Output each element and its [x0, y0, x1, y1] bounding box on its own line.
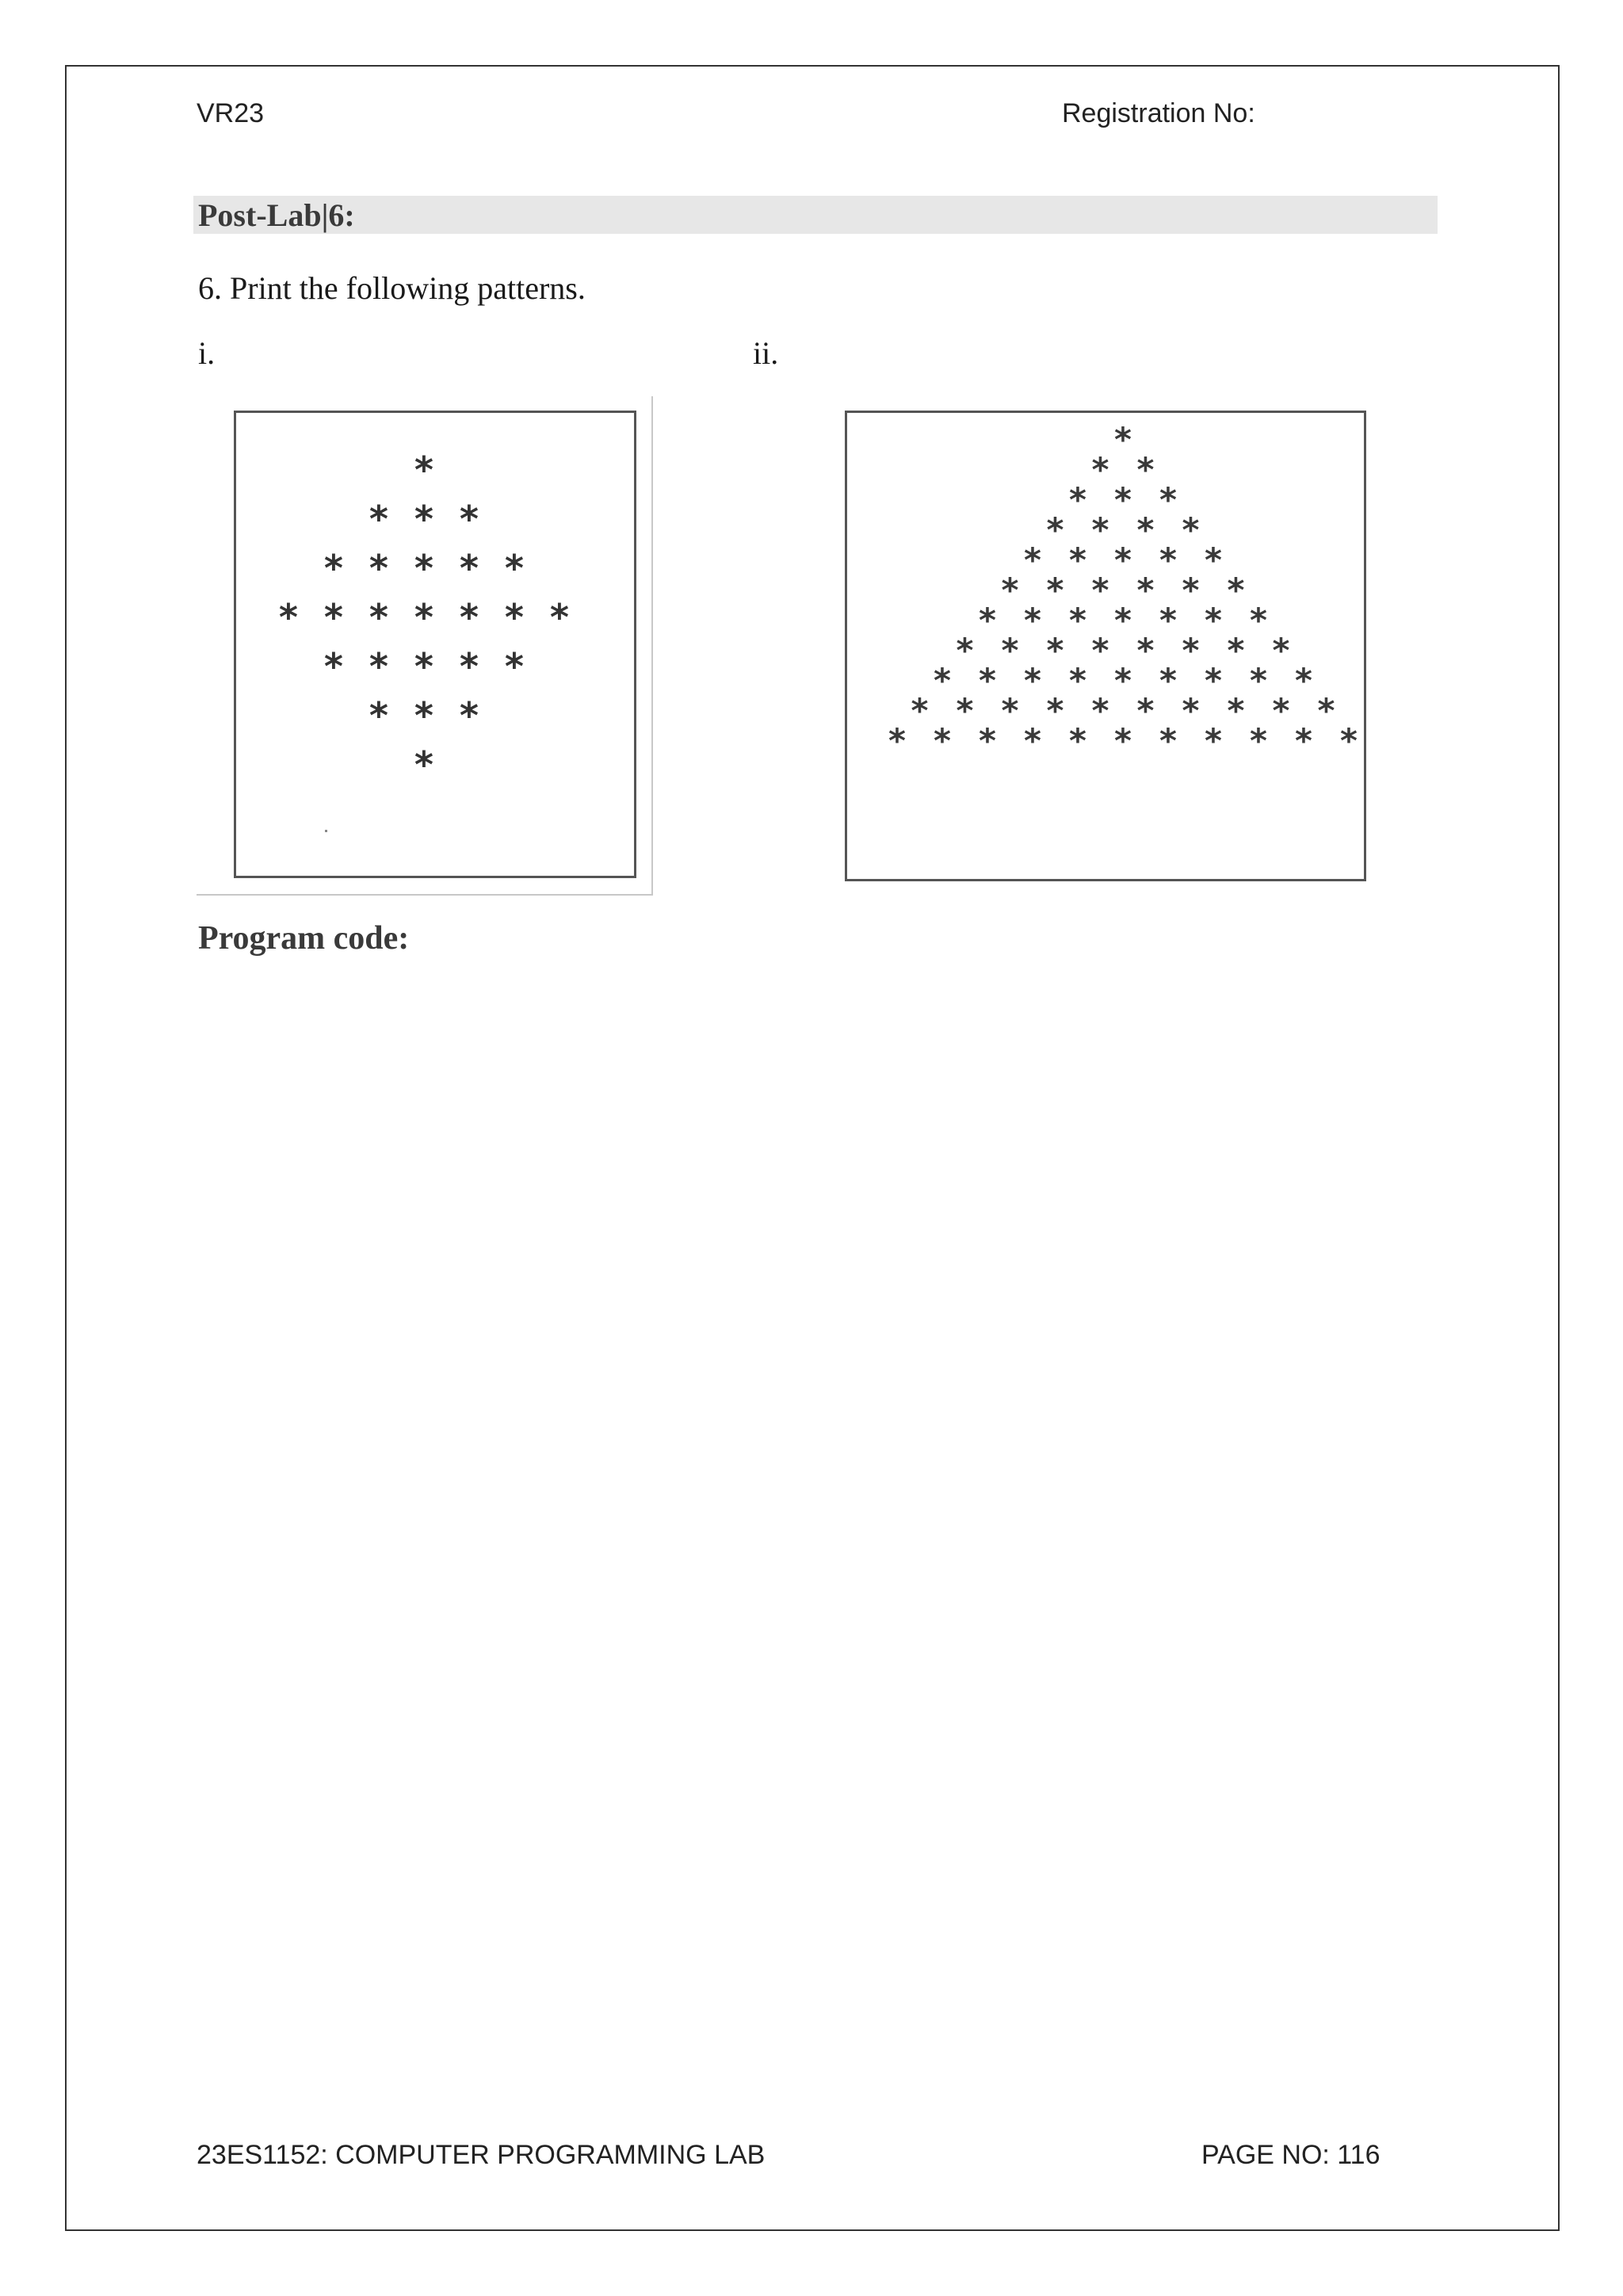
pattern-i-figure [234, 411, 636, 878]
star-symbol: * [999, 571, 1021, 609]
star-symbol: * [1067, 601, 1088, 640]
header-registration-label: Registration No: [1062, 98, 1255, 128]
star-symbol: * [1158, 661, 1178, 700]
star-symbol: * [413, 596, 435, 639]
star-symbol: * [323, 596, 345, 639]
speck [325, 830, 327, 832]
star-symbol: * [1248, 601, 1269, 640]
star-symbol: * [977, 721, 998, 760]
pattern-label-ii: ii. [753, 335, 779, 371]
star-symbol: * [413, 498, 435, 541]
star-symbol: * [1248, 661, 1269, 700]
star-symbol: * [887, 721, 907, 760]
star-symbol: * [1135, 571, 1156, 609]
section-heading-bar [193, 196, 1438, 234]
page-border [65, 65, 1560, 2231]
star-symbol: * [1090, 450, 1111, 489]
section-title: Post-Lab|6: [198, 197, 355, 233]
program-code-label: Program code: [198, 920, 410, 957]
star-symbol: * [458, 645, 480, 688]
star-symbol: * [1158, 480, 1178, 519]
star-symbol: * [1067, 721, 1088, 760]
star-symbol: * [1044, 510, 1066, 549]
star-symbol: * [1180, 631, 1201, 670]
star-symbol: * [1022, 601, 1043, 640]
pattern-ii-pyramid [847, 413, 1364, 879]
star-symbol: * [413, 743, 435, 786]
star-symbol: * [909, 691, 930, 730]
pattern-ii-figure [845, 411, 1366, 881]
star-symbol: * [1293, 661, 1314, 700]
star-symbol: * [1044, 631, 1066, 670]
star-symbol: * [1044, 571, 1066, 609]
star-symbol: * [1180, 510, 1201, 549]
star-symbol: * [977, 601, 998, 640]
star-symbol: * [1113, 721, 1133, 760]
star-symbol: * [323, 547, 345, 590]
star-symbol: * [977, 661, 998, 700]
star-symbol: * [1113, 541, 1133, 579]
star-symbol: * [503, 645, 525, 688]
star-symbol: * [368, 596, 390, 639]
star-symbol: * [548, 596, 571, 639]
star-symbol: * [413, 547, 435, 590]
star-symbol: * [1338, 721, 1359, 760]
star-symbol: * [1203, 601, 1224, 640]
star-symbol: * [1113, 420, 1133, 459]
star-symbol: * [458, 498, 480, 541]
star-symbol: * [1113, 661, 1133, 700]
star-symbol: * [1022, 721, 1043, 760]
star-symbol: * [277, 596, 300, 639]
star-symbol: * [1067, 541, 1088, 579]
star-symbol: * [368, 498, 390, 541]
star-symbol: * [503, 596, 525, 639]
star-symbol: * [1225, 571, 1247, 609]
star-symbol: * [1203, 661, 1224, 700]
star-symbol: * [1158, 601, 1178, 640]
star-symbol: * [1022, 541, 1043, 579]
star-symbol: * [1203, 721, 1224, 760]
star-symbol: * [1248, 721, 1269, 760]
star-symbol: * [1135, 691, 1156, 730]
star-symbol: * [368, 547, 390, 590]
star-symbol: * [1293, 721, 1314, 760]
star-symbol: * [1090, 510, 1111, 549]
star-symbol: * [1225, 631, 1247, 670]
star-symbol: * [368, 645, 390, 688]
star-symbol: * [1180, 691, 1201, 730]
star-symbol: * [1270, 691, 1292, 730]
star-symbol: * [1158, 721, 1178, 760]
pattern-label-i: i. [198, 335, 216, 371]
star-symbol: * [954, 631, 976, 670]
star-symbol: * [1135, 450, 1156, 489]
star-symbol: * [413, 449, 435, 491]
star-symbol: * [1135, 631, 1156, 670]
star-symbol: * [413, 645, 435, 688]
star-symbol: * [1113, 601, 1133, 640]
star-symbol: * [932, 721, 953, 760]
star-symbol: * [323, 645, 345, 688]
pattern-i-diamond [236, 413, 634, 876]
star-symbol: * [1044, 691, 1066, 730]
star-symbol: * [458, 596, 480, 639]
star-symbol: * [458, 694, 480, 737]
star-symbol: * [1203, 541, 1224, 579]
star-symbol: * [1090, 571, 1111, 609]
star-symbol: * [1225, 691, 1247, 730]
star-symbol: * [999, 691, 1021, 730]
star-symbol: * [1022, 661, 1043, 700]
star-symbol: * [1135, 510, 1156, 549]
star-symbol: * [458, 547, 480, 590]
star-symbol: * [1270, 631, 1292, 670]
star-symbol: * [932, 661, 953, 700]
star-symbol: * [413, 694, 435, 737]
star-symbol: * [1090, 691, 1111, 730]
star-symbol: * [1316, 691, 1337, 730]
star-symbol: * [1067, 661, 1088, 700]
star-symbol: * [1067, 480, 1088, 519]
star-symbol: * [1180, 571, 1201, 609]
star-symbol: * [999, 631, 1021, 670]
header-course-version: VR23 [197, 98, 265, 128]
star-symbol: * [1113, 480, 1133, 519]
footer-course-title: 23ES1152: COMPUTER PROGRAMMING LAB [197, 2140, 766, 2170]
star-symbol: * [1090, 631, 1111, 670]
question-text: 6. Print the following patterns. [198, 270, 586, 306]
star-symbol: * [1158, 541, 1178, 579]
star-symbol: * [954, 691, 976, 730]
star-symbol: * [368, 694, 390, 737]
footer-page-number: PAGE NO: 116 [1201, 2140, 1381, 2170]
star-symbol: * [503, 547, 525, 590]
